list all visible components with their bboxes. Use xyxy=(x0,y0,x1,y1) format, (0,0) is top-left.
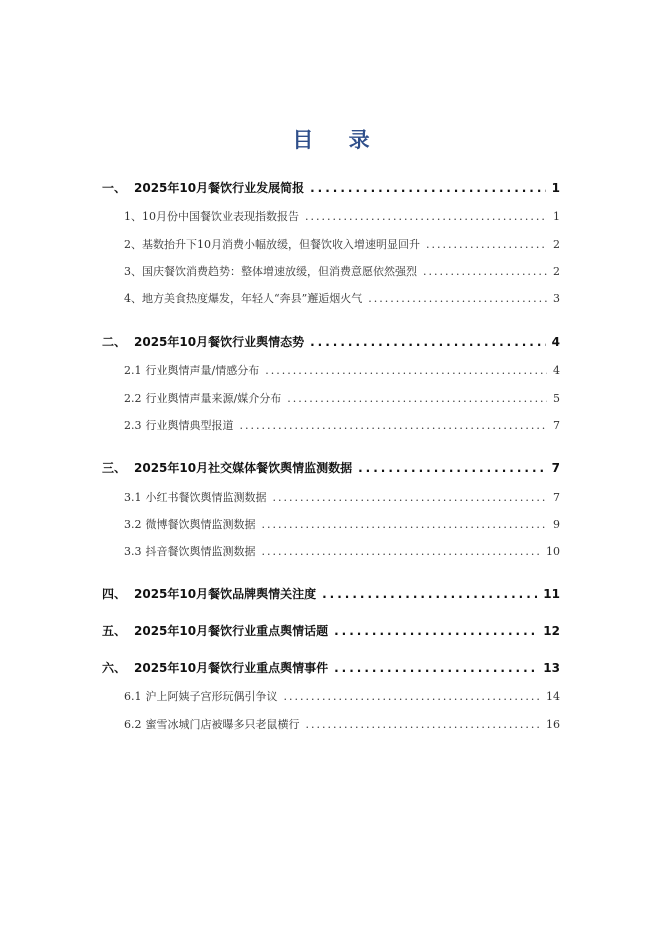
toc-entry-title: 行业舆情典型报道 xyxy=(145,419,234,432)
toc-subsection-entry[interactable] xyxy=(124,716,560,732)
toc-entry-number: 2.1 xyxy=(124,364,142,377)
toc-page-number: 5 xyxy=(553,392,560,405)
toc-page-number: 11 xyxy=(543,587,560,601)
toc-entry-title: 1、10月份中国餐饮业表现指数报告 xyxy=(124,210,299,223)
toc-page-number: 10 xyxy=(546,545,560,558)
toc-page-number: 14 xyxy=(546,690,560,703)
toc-page-number: 1 xyxy=(551,181,560,195)
toc-subsection-entry[interactable] xyxy=(124,516,560,532)
toc-dot-leader xyxy=(368,292,547,305)
toc-dot-leader xyxy=(240,419,548,432)
toc-subsection-entry[interactable] xyxy=(124,362,560,378)
toc-entry-number: 三、 xyxy=(102,461,127,475)
toc-dot-leader xyxy=(262,545,541,558)
toc-section-entry[interactable] xyxy=(102,622,560,639)
toc-dot-leader xyxy=(287,392,547,405)
toc-subsection-entry[interactable] xyxy=(124,688,560,704)
toc-section-entry[interactable] xyxy=(102,659,560,676)
toc-section-entry[interactable] xyxy=(102,179,560,196)
toc-subsection-entry[interactable] xyxy=(124,263,560,279)
toc-entry-title: 抖音餐饮舆情监测数据 xyxy=(145,545,256,558)
toc-entry-number: 3.1 xyxy=(124,491,142,504)
toc-subsection-entry[interactable] xyxy=(124,390,560,406)
toc-entry-number: 6.2 xyxy=(124,718,142,731)
toc-dot-leader xyxy=(334,661,537,675)
toc-entry-number: 一、 xyxy=(102,181,127,195)
toc-page-number: 3 xyxy=(553,292,560,305)
toc-subsection-entry[interactable] xyxy=(124,290,560,306)
toc-subsection-entry[interactable] xyxy=(124,489,560,505)
toc-subsection-entry[interactable] xyxy=(124,208,560,224)
toc-entry-number: 6.1 xyxy=(124,690,142,703)
toc-dot-leader xyxy=(322,587,537,601)
toc-dot-leader xyxy=(306,718,541,731)
toc-entry-number: 四、 xyxy=(102,587,127,601)
toc-dot-leader xyxy=(334,624,537,638)
toc-dot-leader xyxy=(284,690,541,703)
toc-entry-title: 2025年10月餐饮行业舆情态势 xyxy=(134,335,305,349)
toc-dot-leader xyxy=(310,335,546,349)
toc-entry-number: 3.3 xyxy=(124,545,142,558)
toc-page-number: 1 xyxy=(553,210,560,223)
toc-dot-leader xyxy=(273,491,548,504)
toc-title: 目 录 xyxy=(292,127,384,152)
toc-entry-number: 六、 xyxy=(102,661,127,675)
toc-entry-title: 4、地方美食热度爆发，年轻人“奔县”邂逅烟火气 xyxy=(124,292,363,305)
toc-page-number: 9 xyxy=(553,518,560,531)
toc-page-number: 7 xyxy=(553,419,560,432)
toc-section-entry[interactable] xyxy=(102,333,560,350)
toc-page-number: 7 xyxy=(553,491,560,504)
toc-entry-title: 2、基数抬升下10月消费小幅放缓，但餐饮收入增速明显回升 xyxy=(124,238,420,251)
toc-entry-number: 3.2 xyxy=(124,518,142,531)
toc-section-entry[interactable] xyxy=(102,585,560,602)
toc-subsection-entry[interactable] xyxy=(124,417,560,433)
toc-page-number: 16 xyxy=(546,718,560,731)
toc-entry-title: 小红书餐饮舆情监测数据 xyxy=(145,491,267,504)
toc-entry-number: 2.3 xyxy=(124,419,142,432)
toc-dot-leader xyxy=(305,210,547,223)
toc-entry-title: 3、国庆餐饮消费趋势：整体增速放缓，但消费意愿依然强烈 xyxy=(124,265,417,278)
toc-entry-title: 2025年10月餐饮行业重点舆情话题 xyxy=(134,624,329,638)
toc-entry-number: 五、 xyxy=(102,624,127,638)
toc-entry-title: 蜜雪冰城门店被曝多只老鼠横行 xyxy=(145,718,300,731)
toc-page-number: 13 xyxy=(543,661,560,675)
toc-entry-number: 2.2 xyxy=(124,392,142,405)
toc-page-number: 7 xyxy=(551,461,560,475)
toc-dot-leader xyxy=(310,181,546,195)
toc-page-number: 4 xyxy=(553,364,560,377)
toc-page-number: 4 xyxy=(551,335,560,349)
toc-page-number: 2 xyxy=(553,265,560,278)
toc-page-number: 2 xyxy=(553,238,560,251)
toc-subsection-entry[interactable] xyxy=(124,543,560,559)
toc-entry-title: 微博餐饮舆情监测数据 xyxy=(145,518,256,531)
toc-entry-title: 2025年10月餐饮品牌舆情关注度 xyxy=(134,587,317,601)
toc-subsection-entry[interactable] xyxy=(124,236,560,252)
toc-section-entry[interactable] xyxy=(102,459,560,476)
toc-dot-leader xyxy=(358,461,546,475)
toc-entry-title: 行业舆情声量来源/媒介分布 xyxy=(145,392,282,405)
toc-entry-title: 2025年10月餐饮行业重点舆情事件 xyxy=(134,661,329,675)
toc-page-number: 12 xyxy=(543,624,560,638)
toc-dot-leader xyxy=(423,265,547,278)
toc-entry-title: 2025年10月社交媒体餐饮舆情监测数据 xyxy=(134,461,353,475)
toc-dot-leader xyxy=(265,364,547,377)
toc-entry-title: 沪上阿姨子宫形玩偶引争议 xyxy=(145,690,278,703)
toc-dot-leader xyxy=(262,518,548,531)
toc-dot-leader xyxy=(426,238,547,251)
toc-entry-title: 行业舆情声量/情感分布 xyxy=(145,364,260,377)
toc-entry-title: 2025年10月餐饮行业发展简报 xyxy=(134,181,305,195)
toc-entry-number: 二、 xyxy=(102,335,127,349)
